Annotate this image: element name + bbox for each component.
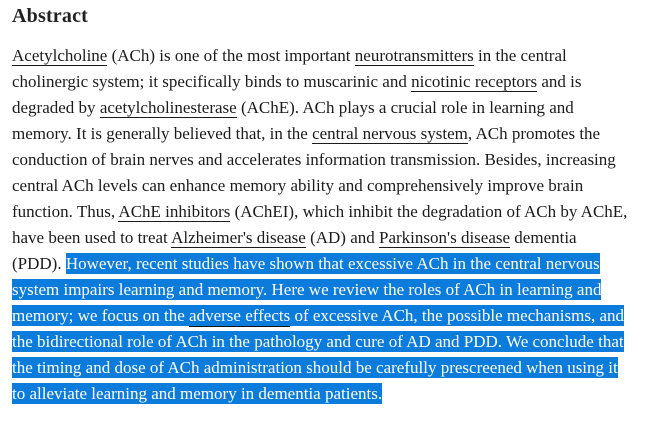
topic-link[interactable]: acetylcholinesterase bbox=[99, 98, 237, 117]
abstract-text: (AD) and bbox=[305, 228, 380, 247]
topic-link[interactable]: nicotinic receptors bbox=[411, 72, 538, 91]
abstract-text: in the central cholinergic system; it specifically binds to muscarinic and bbox=[12, 46, 567, 91]
selected-text: However, recent studies have shown that excessive ACh in the central nervous system impairs learning and memory. Here we review the roles of ACh in learning and memory; we focus on the bbox=[12, 254, 602, 325]
topic-link[interactable]: Alzheimer's disease bbox=[171, 228, 306, 247]
topic-link[interactable]: AChE inhibitors bbox=[118, 202, 231, 221]
topic-link[interactable]: adverse effects bbox=[189, 306, 291, 325]
topic-link[interactable]: central nervous system bbox=[312, 124, 468, 143]
abstract-paragraph bbox=[12, 43, 630, 407]
abstract-text: , ACh promotes the conduction of brain nerves and accelerates information transmission. Besides, increasing central ACh levels can enhance memory ability and comprehensively improve brain function. Thus, bbox=[12, 124, 616, 221]
topic-link[interactable]: neurotransmitters bbox=[354, 46, 474, 65]
abstract-text: (ACh) is one of the most important bbox=[107, 46, 355, 65]
abstract-text: (AChEI), which inhibit the degradation of ACh by AChE, have been used to treat bbox=[12, 202, 628, 247]
topic-link[interactable]: Acetylcholine bbox=[12, 46, 108, 65]
topic-link[interactable]: Parkinson's disease bbox=[379, 228, 511, 247]
abstract-text: dementia (PDD). bbox=[12, 228, 577, 273]
abstract-text: and is degraded by bbox=[12, 72, 582, 117]
abstract-heading: Abstract bbox=[12, 5, 89, 27]
abstract-text: (AChE). ACh plays a crucial role in learning and memory. It is generally believed that, in the bbox=[12, 98, 574, 143]
selected-text: of excessive ACh, the possible mechanisms, and the bidirectional role of ACh in the pathology and cure of AD and PDD. We conclude that the timing and dose of ACh administration should be carefully prescreened when using it to alleviate learning and memory in dementia patients. bbox=[12, 306, 625, 403]
